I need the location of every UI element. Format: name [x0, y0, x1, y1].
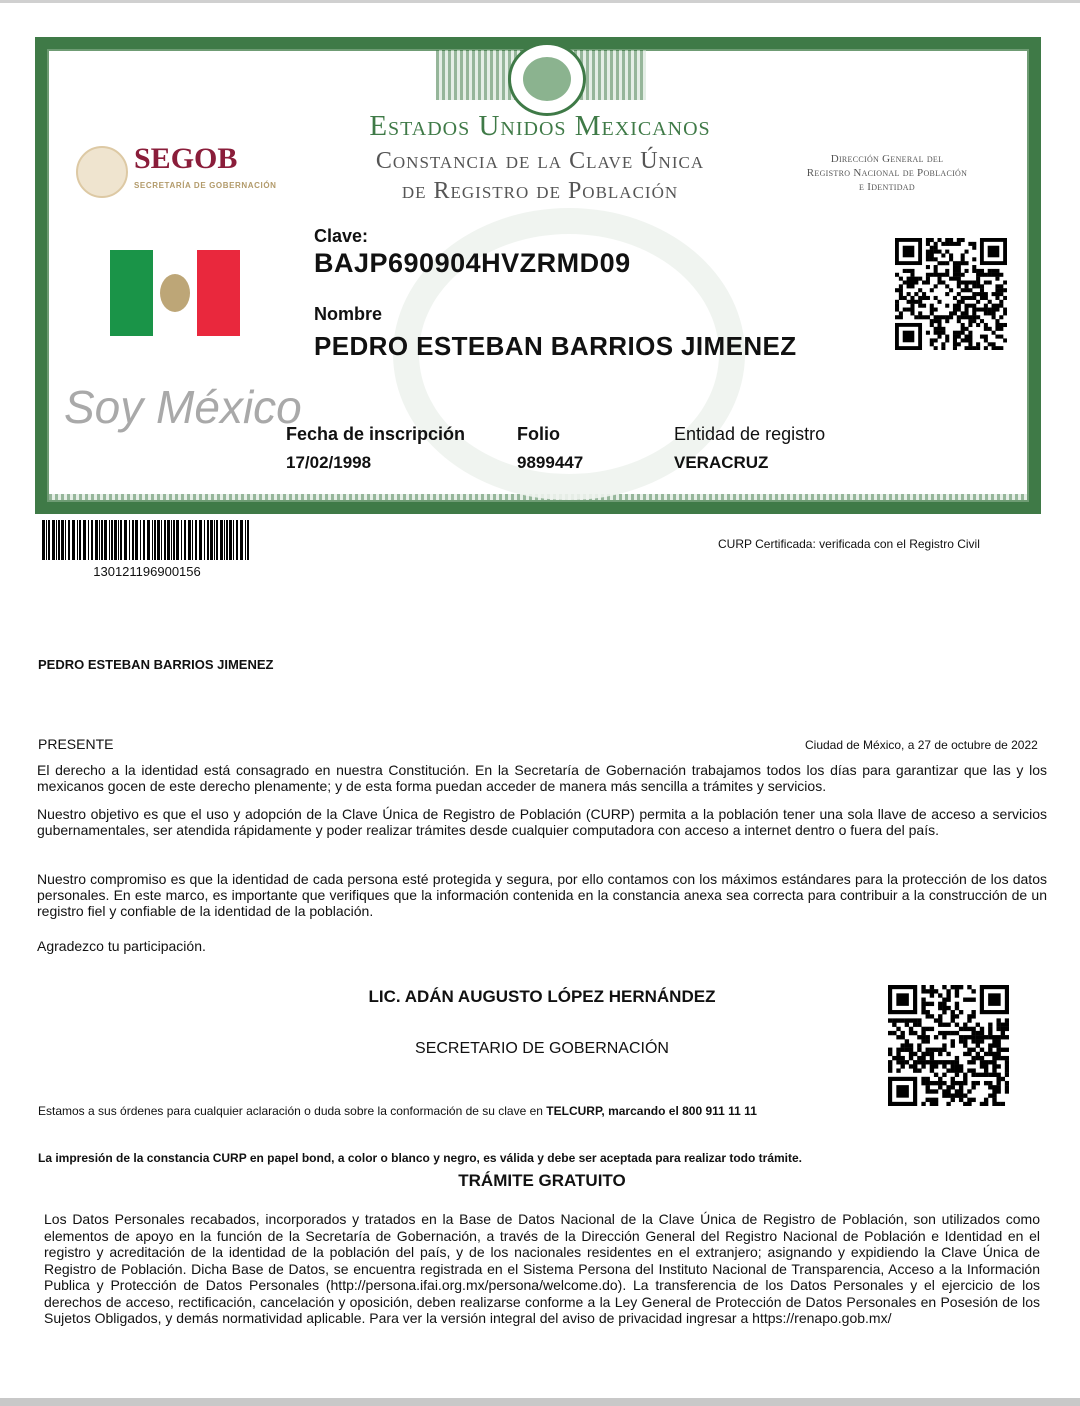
direccion-line-2: Registro Nacional de Población — [806, 167, 968, 179]
letter-paragraph-1: El derecho a la identidad está consagrado en nuestra Constitución. En la Secretaría de Gobernación trabajamos todos los días para garantizar que las y los mexicanos gocen de este derecho plenamente; y de esta forma puedan acceder de manera más sencilla a trámites y servicios. — [37, 762, 1047, 794]
subheading-line-2: de Registro de Población — [401, 178, 679, 204]
letter-date: Ciudad de México, a 27 de octubre de 2022 — [805, 738, 1038, 752]
bottom-border — [0, 1398, 1080, 1406]
letter-paragraph-4: Agradezco tu participación. — [37, 938, 206, 954]
letter-qr-code — [888, 985, 1009, 1106]
clave-value: BAJP690904HVZRMD09 — [314, 248, 631, 278]
fecha-inscripcion-label: Fecha de inscripción — [286, 424, 466, 444]
certificate-subheading — [280, 146, 800, 206]
nombre-label: Nombre — [314, 304, 383, 324]
presente-label: PRESENTE — [38, 736, 114, 752]
telcurp-phone: TELCURP, marcando el 800 911 11 11 — [546, 1104, 757, 1118]
signer-title: SECRETARIO DE GOBERNACIÓN — [415, 1040, 669, 1057]
signer-name: LIC. ADÁN AUGUSTO LÓPEZ HERNÁNDEZ — [368, 987, 716, 1006]
privacy-notice: Los Datos Personales recabados, incorporados y tratados en la Base de Datos Nacional de la Clave Única de Registro de Población, son utilizados como elementos de apoyo en la función de la Secretaría de Gobernación, a través de la Dirección General del Registro Nacional de Población e Identidad en el registro y acreditación de la identidad de la población del país, y de los nacionales residentes en el extranjero; asignando y expidiendo la Clave Única de Registro de Población. Dicha Base de Datos, se encuentra registrada en el Sistema Persona del Instituto Nacional de Transparencia, Acceso a la Información Publica y Protección de Datos Personales (http://persona.ifai.org.mx/persona/welcome.do). La transferencia de los Datos Personales y el ejercicio de los derechos de acceso, rectificación, cancelación y oposición, deben realizarse conforme a la Ley General de Protección de Datos Personales en Posesión de los Sujetos Obligados, y demás normatividad aplicable. Para ver la versión integral del aviso de privacidad ingresar a https://renapo.gob.mx/ — [44, 1211, 1040, 1326]
direccion-line-1: Dirección General del — [830, 153, 944, 165]
folio-value: 9899447 — [517, 453, 584, 472]
top-border — [0, 0, 1080, 3]
soy-mexico-logo: Soy México — [64, 381, 302, 433]
direccion-general — [776, 152, 998, 194]
curp-certificada-note: CURP Certificada: verificada con el Registro Civil — [718, 537, 980, 551]
entidad-registro-label: Entidad de registro — [674, 424, 826, 444]
segob-subtitle: SECRETARÍA DE GOBERNACIÓN — [134, 181, 277, 190]
fecha-inscripcion-value: 17/02/1998 — [286, 453, 372, 472]
entidad-registro-value: VERACRUZ — [674, 453, 769, 472]
certificate-heading: Estados Unidos Mexicanos — [369, 110, 711, 142]
segob-emblem-icon — [76, 146, 128, 198]
telcurp-text: Estamos a sus órdenes para cualquier aclaración o duda sobre la conformación de su clave en — [38, 1104, 547, 1118]
flag-eagle-icon — [160, 274, 190, 312]
nombre-value: PEDRO ESTEBAN BARRIOS JIMENEZ — [314, 331, 797, 361]
certificate-qr-code — [895, 238, 1007, 350]
telcurp-notice — [38, 1104, 757, 1118]
segob-logo: SEGOB — [134, 142, 238, 175]
clave-label: Clave: — [314, 226, 369, 246]
direccion-line-3: e Identidad — [859, 181, 915, 193]
subheading-line-1: Constancia de la Clave Única — [375, 148, 705, 174]
impresion-notice: La impresión de la constancia CURP en papel bond, a color o blanco y negro, es válida y debe ser aceptada para realizar todo trámite. — [38, 1151, 803, 1165]
letter-paragraph-3: Nuestro compromiso es que la identidad de cada persona esté protegida y segura, por ello contamos con los máximos estándares para la protección de los datos personales. En este marco, es importante que verifiques que la información contenida en la constancia anexa sea correcta para contribuir a la construcción de un registro fiel y confiable de la identidad de la población. — [37, 871, 1047, 919]
folio-label: Folio — [517, 424, 560, 444]
barcode-number: 130121196900156 — [93, 564, 201, 579]
barcode — [42, 520, 252, 560]
addressee-name: PEDRO ESTEBAN BARRIOS JIMENEZ — [38, 657, 274, 672]
letter-paragraph-2: Nuestro objetivo es que el uso y adopción de la Clave Única de Registro de Población (CURP) permita a la población tener una sola llave de acceso a servicios gubernamentales, ser atendida rápidamente y poder realizar trámites desde cualquier computadora con acceso a internet dentro o fuera del país. — [37, 806, 1047, 838]
national-seal-icon — [508, 42, 586, 116]
tramite-gratuito: TRÁMITE GRATUITO — [458, 1171, 626, 1190]
